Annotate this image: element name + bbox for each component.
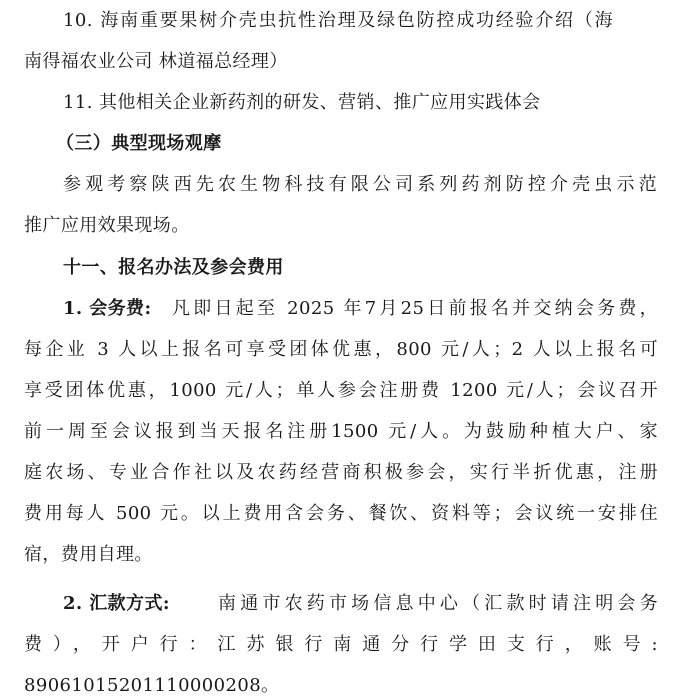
remittance-label: 2. 汇款方式: xyxy=(63,593,170,614)
fee-line-5: 庭农场、专业合作社以及农药经营商积极参会，实行半折优惠，注册 xyxy=(24,462,658,483)
fee-line-3: 享受团体优惠，1000 元/人；单人参会注册费 1200 元/人；会议召开 xyxy=(24,380,658,401)
fee-line-2: 每企业 3 人以上报名可享受团体优惠，800 元/人；2 人以上报名可 xyxy=(24,339,658,360)
item-10-line-1: 10. 海南重要果树介壳虫抗性治理及绿色防控成功经验介绍（海 xyxy=(63,10,613,31)
section-3-heading: （三）典型现场观摩 xyxy=(56,133,222,154)
remittance-line-3: 89061015201110000208。 xyxy=(24,675,280,696)
section-3-line-2: 推广应用效果现场。 xyxy=(24,215,190,236)
fee-line-7: 宿，费用自理。 xyxy=(24,544,153,565)
fee-line-4: 前一周至会议报到当天报名注册1500 元/人。为鼓励种植大户、家 xyxy=(24,421,658,442)
remittance-line-1: 南通市农药市场信息中心（汇款时请注明会务 xyxy=(218,593,658,614)
fee-line-1: 凡即日起至 2025 年7月25日前报名并交纳会务费， xyxy=(172,298,658,319)
remittance-line-2: 费），开户行：江苏银行南通分行学田支行，账号: xyxy=(24,634,658,655)
section-11-heading: 十一、报名办法及参会费用 xyxy=(63,257,284,278)
section-3-line-1: 参观考察陕西先农生物科技有限公司系列药剂防控介壳虫示范 xyxy=(63,174,657,195)
item-11-line-1: 11. 其他相关企业新药剂的研发、营销、推广应用实践体会 xyxy=(63,92,541,113)
item-10-line-2: 南得福农业公司 林道福总经理） xyxy=(24,51,288,72)
fee-label: 1. 会务费: xyxy=(63,298,152,319)
fee-line-6: 费用每人 500 元。以上费用含会务、餐饮、资料等；会议统一安排住 xyxy=(24,503,658,524)
